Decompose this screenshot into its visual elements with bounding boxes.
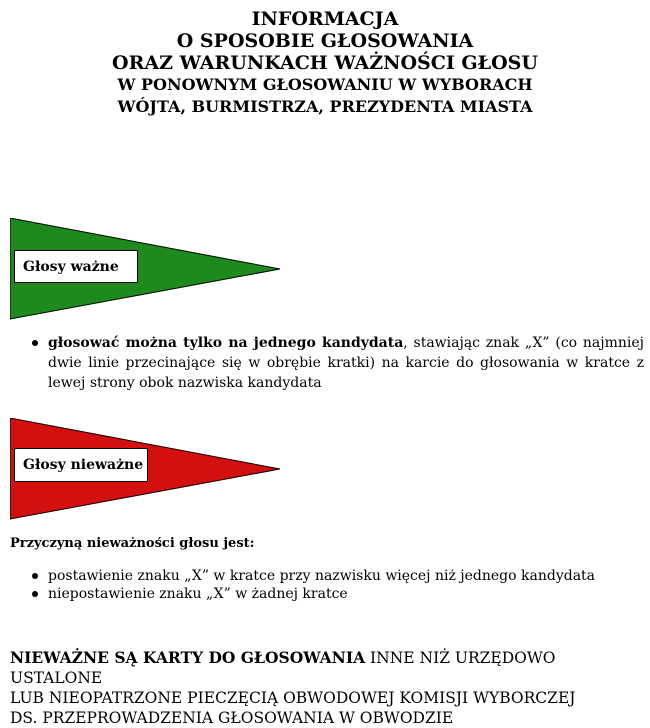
list-item: niepostawienie znaku „X” w żadnej kratce [28, 585, 628, 603]
valid-votes-list [28, 333, 644, 393]
invalid-ballots-notice [10, 648, 646, 728]
list-item [28, 333, 644, 393]
document-title [0, 8, 650, 118]
title-line-5: WÓJTA, BURMISTRZA, PREZYDENTA MIASTA [117, 97, 533, 116]
list-item: postawienie znaku „X” w kratce przy nazwisku więcej niż jednego kandydata [28, 567, 628, 585]
invalid-votes-pennant [10, 418, 282, 520]
title-line-2: O SPOSOBIE GŁOSOWANIA [176, 30, 474, 52]
notice-line-2: LUB NIEOPATRZONE PIECZĘCIĄ OBWODOWEJ KOMISJI WYBORCZEJ [10, 689, 576, 707]
valid-votes-pennant [10, 218, 282, 320]
valid-rule-text: , stawiając znak „X” (co najmniej dwie linie przecinające się w obrębie kratki) na karcie do głosowania w kratce z lewej strony obok nazwiska kandydata [48, 335, 645, 391]
invalid-reasons-list [28, 567, 628, 603]
title-line-3: ORAZ WARUNKACH WAŻNOŚCI GŁOSU [112, 52, 538, 74]
invalid-votes-label: Głosy nieważne [14, 448, 148, 482]
title-line-4: W PONOWNYM GŁOSOWANIU W WYBORACH [117, 75, 533, 94]
title-line-1: INFORMACJA [251, 8, 399, 30]
valid-rule-bold: głosować można tylko na jednego kandydata [48, 335, 404, 351]
valid-votes-label: Głosy ważne [14, 250, 138, 283]
notice-bold: NIEWAŻNE SĄ KARTY DO GŁOSOWANIA [10, 648, 366, 667]
notice-line-3: DS. PRZEPROWADZENIA GŁOSOWANIA W OBWODZIE [10, 709, 454, 727]
invalid-reason-heading: Przyczyną nieważności głosu jest: [10, 536, 255, 551]
notice-line-1: INNE NIŻ URZĘDOWO USTALONE [10, 649, 556, 687]
